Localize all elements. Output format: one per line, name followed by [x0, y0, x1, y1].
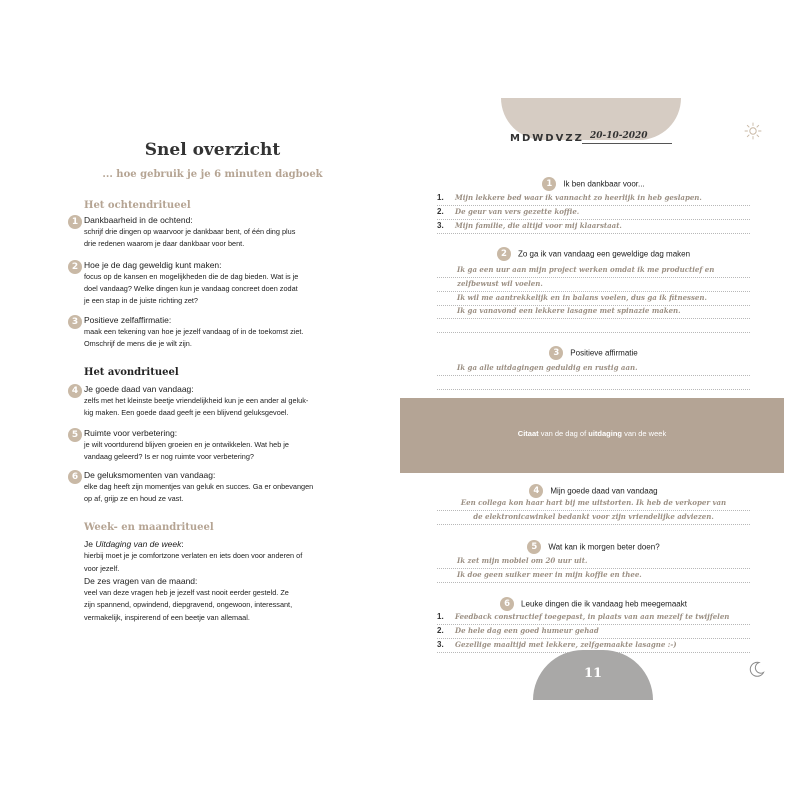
- entry-text: de elektronicawinkel bedankt voor zijn vriendelijke adviezen.: [473, 512, 714, 521]
- item-text: elke dag heeft zijn momentjes van geluk en succes. Ga er onbevangen: [84, 482, 314, 491]
- number-badge: 4: [529, 484, 543, 498]
- improve-line-2[interactable]: [437, 570, 750, 583]
- number-badge: 3: [68, 315, 82, 329]
- great-day-line-4[interactable]: [437, 306, 750, 319]
- number-badge: 6: [500, 597, 514, 611]
- item-label: Dankbaarheid in de ochtend:: [84, 215, 193, 225]
- item-text: hierbij moet je je comfortzone verlaten en iets doen voor anderen of: [84, 551, 303, 561]
- item-text: maak een tekening van hoe je jezelf vandaag of in de toekomst ziet.: [84, 327, 304, 336]
- item-text: doel vandaag? Welke dingen kun je vandaag concreet doen zodat: [84, 284, 298, 294]
- entry-text: zelfbewust wil voelen.: [457, 279, 543, 288]
- weekday-letters[interactable]: MDWDVZZ: [510, 133, 584, 144]
- great-day-line-3[interactable]: [437, 293, 750, 306]
- number-badge: 3: [549, 346, 563, 360]
- number-badge: 5: [527, 540, 541, 554]
- item-text: zelfs met het kleinste beetje vriendelijkheid kun je een ander al geluk-: [84, 396, 309, 405]
- item-label: Positieve zelfaffirmatie:: [84, 315, 172, 325]
- improve-title: 5 Wat kan ik morgen beter doen?: [437, 539, 750, 555]
- good-deed-title: 4 Mijn goede daad van vandaag: [437, 483, 750, 499]
- item-text: vermakelijk, inspirerend of een beetje van allemaal.: [84, 612, 250, 622]
- item-label: De geluksmomenten van vandaag:: [84, 470, 216, 480]
- page-title: Snel overzicht: [144, 140, 281, 160]
- date-underline: [582, 143, 672, 144]
- item-text: Omschrijf de mens die je wilt zijn.: [84, 339, 192, 349]
- number-badge: 2: [497, 247, 511, 261]
- page-number-shape: [533, 650, 653, 700]
- page-subtitle: ... hoe gebruik je je 6 minuten dagboek: [102, 169, 323, 180]
- entry-text: Mijn lekkere bed waar ik vannacht zo heerlijk in heb geslapen.: [455, 193, 702, 202]
- morning-item-3: [68, 314, 368, 350]
- great-day-line-1[interactable]: [437, 265, 750, 278]
- great-day-line-5[interactable]: [437, 320, 750, 333]
- affirmation-line-2[interactable]: [437, 377, 750, 390]
- item-text: kig maken. Een goede daad geeft je een blijvend geluksgevoel.: [84, 408, 289, 418]
- number-badge: 1: [68, 215, 82, 229]
- date-field[interactable]: 20-10-2020: [590, 131, 648, 141]
- item-label: Ruimte voor verbetering:: [84, 428, 178, 438]
- grateful-line-3[interactable]: 3. Mijn familie, die altijd voor mij klaarstaat.: [437, 221, 750, 234]
- number-badge: 4: [68, 384, 82, 398]
- moon-icon: [748, 660, 766, 678]
- quote-band: [400, 398, 784, 473]
- good-deed-line-2[interactable]: [437, 512, 750, 525]
- entry-text: Feedback constructief toegepast, in plaats van aan mezelf te twijfelen: [455, 612, 730, 621]
- item-text: drie redenen waarom je daar dankbaar voor bent.: [84, 239, 245, 249]
- happy-line-2[interactable]: 2. De hele dag een goed humeur gehad: [437, 626, 750, 639]
- questions-label: De zes vragen van de maand:: [84, 575, 198, 586]
- affirmation-line-1[interactable]: [437, 363, 750, 376]
- number-badge: 2: [68, 260, 82, 274]
- item-text: je wilt voortdurend blijven groeien en je ontwikkelen. Wat heb je: [84, 440, 289, 449]
- entry-text: Ik ga vanavond een lekkere lasagne met spinazie maken.: [457, 306, 681, 315]
- page-number: 11: [583, 666, 603, 681]
- weekly-block: [84, 538, 369, 624]
- entry-text: De geur van vers gezette koffie.: [455, 207, 580, 216]
- morning-item-1: [68, 214, 368, 250]
- item-text: zijn spannend, opwindend, diepgravend, ongewoon, interessant,: [84, 600, 293, 610]
- evening-heading: Het avondritueel: [84, 367, 179, 378]
- happy-title: 6 Leuke dingen die ik vandaag heb meegemaakt: [437, 596, 750, 612]
- good-deed-line-1[interactable]: [437, 498, 750, 511]
- entry-text: Gezellige maaltijd met lekkere, zelfgemaakte lasagne :-): [455, 640, 677, 649]
- evening-item-5: [68, 427, 368, 463]
- entry-text: De hele dag een goed humeur gehad: [455, 626, 599, 635]
- great-day-title: 2 Zo ga ik van vandaag een geweldige dag maken: [437, 246, 750, 262]
- entry-text: Ik wil me aantrekkelijk en in balans voelen, dus ga ik fitnessen.: [457, 293, 707, 302]
- entry-text: Ik doe geen suiker meer in mijn koffie en thee.: [457, 570, 642, 579]
- item-text: focus op de kansen en mogelijkheden die de dag bieden. Wat is je: [84, 272, 299, 281]
- entry-text: Ik ga een uur aan mijn project werken omdat ik me productief en: [457, 265, 715, 274]
- improve-line-1[interactable]: [437, 556, 750, 569]
- right-page: [400, 0, 800, 800]
- happy-line-3[interactable]: 3. Gezellige maaltijd met lekkere, zelfgemaakte lasagne :-): [437, 640, 750, 653]
- morning-item-2: [68, 259, 368, 308]
- item-label: Hoe je de dag geweldig kunt maken:: [84, 260, 222, 270]
- item-text: op af, grijp ze en houd ze vast.: [84, 494, 184, 504]
- grateful-line-1[interactable]: 1. Mijn lekkere bed waar ik vannacht zo heerlijk in heb geslapen.: [437, 193, 750, 206]
- morning-heading: Het ochtendritueel: [84, 200, 191, 211]
- happy-line-1[interactable]: 1. Feedback constructief toegepast, in plaats van aan mezelf te twijfelen: [437, 612, 750, 625]
- evening-item-4: [68, 383, 368, 419]
- quote-label: Citaat van de dag of uitdaging van de week: [517, 429, 667, 438]
- affirmation-title: 3 Positieve affirmatie: [437, 345, 750, 361]
- entry-text: Een collega kon haar hart bij me uitstorten. Ik heb de verkoper van: [460, 498, 727, 507]
- item-text: vandaag geleerd? Is er nog ruimte voor verbetering?: [84, 452, 254, 462]
- date-row: [510, 131, 672, 145]
- item-text: voor jezelf.: [84, 563, 120, 573]
- number-badge: 6: [68, 470, 82, 484]
- evening-item-6: [68, 469, 368, 505]
- weekly-heading: Week- en maandritueel: [84, 522, 214, 533]
- great-day-line-2[interactable]: [437, 279, 750, 292]
- number-badge: 1: [542, 177, 556, 191]
- sun-icon: [743, 121, 763, 141]
- item-label: Je goede daad van vandaag:: [84, 384, 194, 394]
- entry-text: Ik ga alle uitdagingen geduldig en rustig aan.: [457, 363, 638, 372]
- challenge-label: Je Uitdaging van de week:: [84, 539, 184, 549]
- item-text: veel van deze vragen heb je jezelf vast nooit eerder gesteld. Ze: [84, 588, 289, 598]
- item-text: je een stap in de juiste richting zet?: [84, 296, 198, 306]
- entry-text: Mijn familie, die altijd voor mij klaarstaat.: [455, 221, 622, 230]
- number-badge: 5: [68, 428, 82, 442]
- grateful-title: 1 Ik ben dankbaar voor...: [437, 176, 750, 192]
- item-text: schrijf drie dingen op waarvoor je dankbaar bent, of één ding plus: [84, 227, 296, 236]
- grateful-line-2[interactable]: 2. De geur van vers gezette koffie.: [437, 207, 750, 220]
- entry-text: Ik zet mijn mobiel om 20 uur uit.: [457, 556, 588, 565]
